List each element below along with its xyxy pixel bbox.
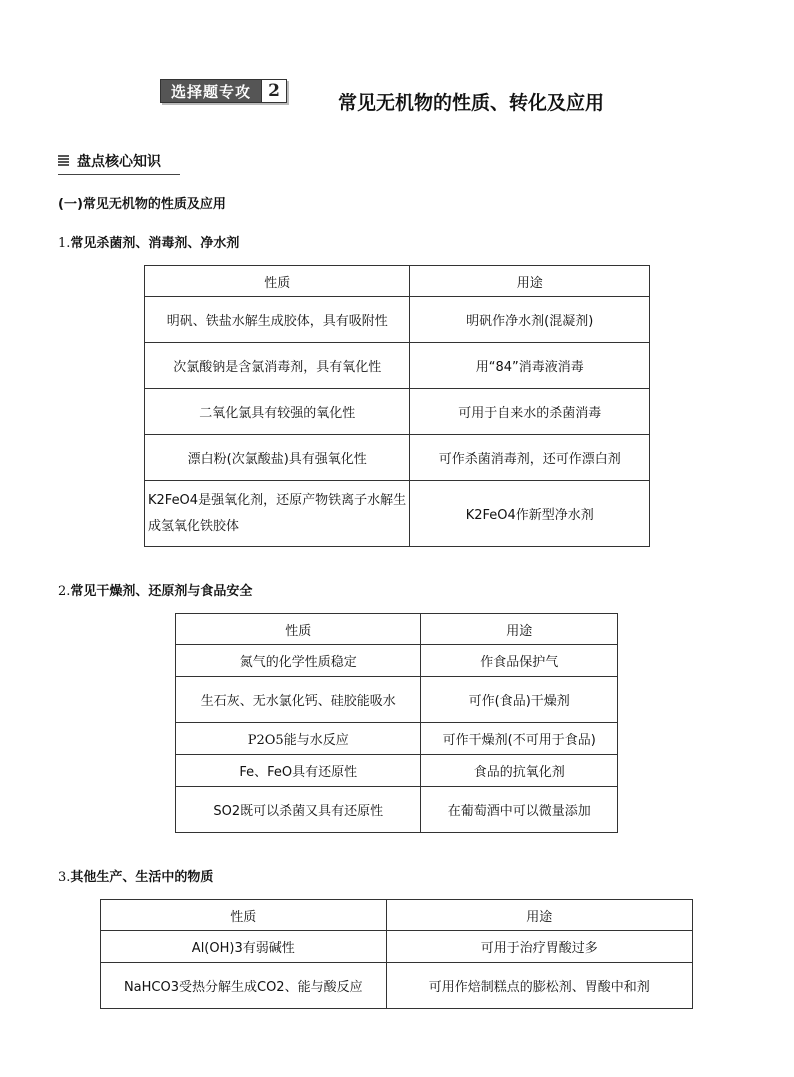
table3 (100, 899, 693, 1009)
section-heading-label: 盘点核心知识 (77, 154, 161, 170)
table1-heading-label: 常见杀菌剂、消毒剂、净水剂 (70, 236, 240, 251)
table-header-row (145, 266, 650, 297)
table1-heading (58, 232, 239, 251)
topic-badge (160, 79, 287, 103)
property-cell: 次氯酸钠是含氯消毒剂，具有氧化性 (145, 343, 410, 389)
table-row (176, 645, 618, 677)
usage-cell: 作食品保护气 (421, 645, 618, 677)
table-row (101, 963, 693, 1009)
usage-cell: 用“84”消毒液消毒 (410, 343, 650, 389)
table3-heading (58, 866, 213, 885)
property-cell: 二氧化氯具有较强的氧化性 (145, 389, 410, 435)
table-row (176, 755, 618, 787)
table-row (176, 787, 618, 833)
section-heading (58, 151, 180, 175)
property-cell: 生石灰、无水氯化钙、硅胶能吸水 (176, 677, 421, 723)
table3-heading-label: 其他生产、生活中的物质 (70, 870, 214, 885)
usage-cell: 食品的抗氧化剂 (421, 755, 618, 787)
table-row (101, 931, 693, 963)
property-cell: NaHCO3受热分解生成CO2、能与酸反应 (101, 963, 387, 1009)
property-cell: 漂白粉(次氯酸盐)具有强氧化性 (145, 435, 410, 481)
property-cell: P2O5能与水反应 (176, 723, 421, 755)
usage-cell: K2FeO4作新型净水剂 (410, 481, 650, 547)
table1-heading-number: 1. (58, 236, 71, 251)
table-row (145, 297, 650, 343)
property-cell: 氮气的化学性质稳定 (176, 645, 421, 677)
table2-heading (58, 580, 252, 599)
table1 (144, 265, 650, 547)
property-cell: Fe、FeO具有还原性 (176, 755, 421, 787)
header-cell: 用途 (410, 266, 650, 297)
header-cell: 用途 (386, 900, 692, 931)
table-row (145, 343, 650, 389)
usage-cell: 可用于治疗胃酸过多 (386, 931, 692, 963)
table2-heading-label: 常见干燥剂、还原剂与食品安全 (70, 584, 253, 599)
usage-cell: 可用作焙制糕点的膨松剂、胃酸中和剂 (386, 963, 692, 1009)
topic-tag: 选择题专攻 (160, 79, 261, 103)
table-row (145, 389, 650, 435)
table-row (176, 677, 618, 723)
usage-cell: 可用于自来水的杀菌消毒 (410, 389, 650, 435)
usage-cell: 在葡萄酒中可以微量添加 (421, 787, 618, 833)
header-cell: 性质 (145, 266, 410, 297)
table-header-row (176, 614, 618, 645)
usage-cell: 可作(食品)干燥剂 (421, 677, 618, 723)
property-cell: SO2既可以杀菌又具有还原性 (176, 787, 421, 833)
table2-heading-number: 2. (58, 584, 71, 599)
topic-number: 2 (261, 79, 287, 103)
page-title: 常见无机物的性质、转化及应用 (338, 92, 605, 114)
table-row (145, 481, 650, 547)
table-row (176, 723, 618, 755)
header-cell: 用途 (421, 614, 618, 645)
usage-cell: 可作干燥剂(不可用于食品) (421, 723, 618, 755)
document-lines-icon (58, 155, 69, 167)
part-heading: (一)常见无机物的性质及应用 (58, 197, 226, 212)
table-header-row (101, 900, 693, 931)
header-cell: 性质 (101, 900, 387, 931)
usage-cell: 明矾作净水剂(混凝剂) (410, 297, 650, 343)
table-row (145, 435, 650, 481)
table2 (175, 613, 618, 833)
table3-heading-number: 3. (58, 870, 71, 885)
property-cell: K2FeO4是强氧化剂，还原产物铁离子水解生成氢氧化铁胶体 (145, 481, 410, 547)
usage-cell: 可作杀菌消毒剂，还可作漂白剂 (410, 435, 650, 481)
property-cell: 明矾、铁盐水解生成胶体，具有吸附性 (145, 297, 410, 343)
header-cell: 性质 (176, 614, 421, 645)
property-cell: Al(OH)3有弱碱性 (101, 931, 387, 963)
